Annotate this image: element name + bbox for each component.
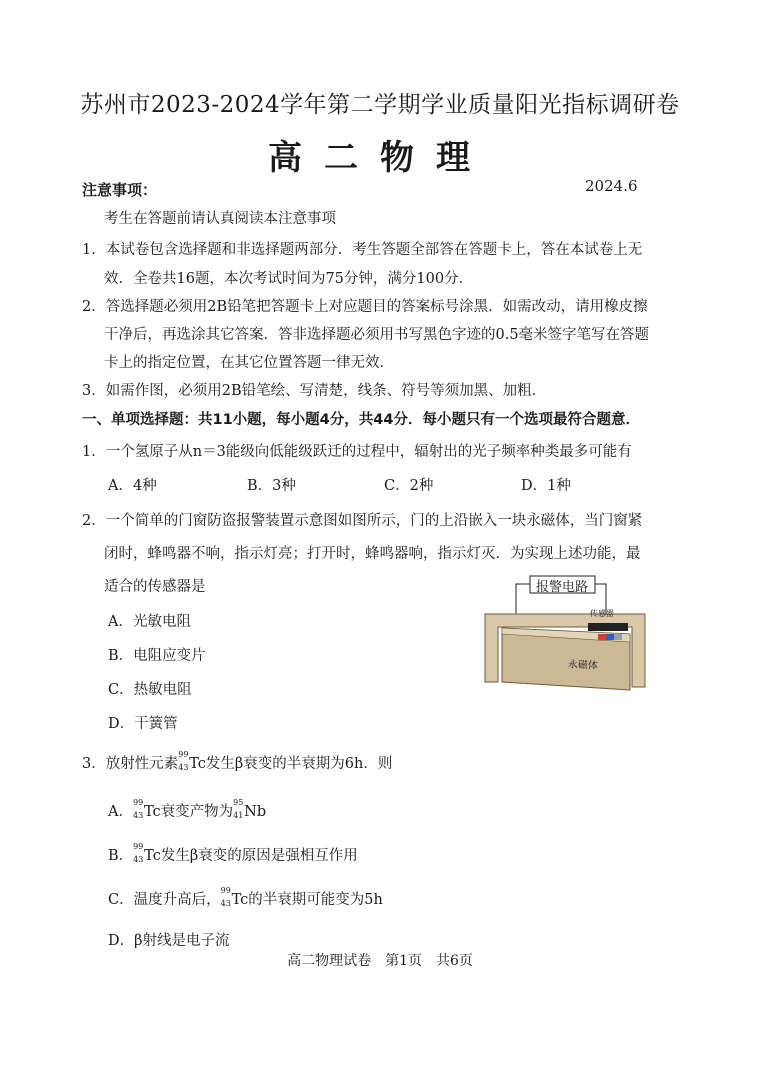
q2-option-a: A．光敏电阻 <box>108 614 191 630</box>
nuclide-tc <box>178 750 206 772</box>
notice-line: 卡上的指定位置，在其它位置答题一律无效． <box>104 355 394 371</box>
mass-number: 95 <box>233 798 244 807</box>
option-text: 的半衰期可能变为5h <box>248 892 383 908</box>
atomic-number: 43 <box>220 899 231 908</box>
q3-option-b <box>108 844 358 865</box>
option-text: 衰变产物为 <box>160 804 234 820</box>
element-symbol: Tc <box>144 848 161 864</box>
atomic-number: 43 <box>178 763 189 772</box>
nuclide-nb <box>233 798 267 820</box>
q2-stem-line: 2．一个简单的门窗防盗报警装置示意图如图所示，门的上沿嵌入一块永磁体，当门窗紧 <box>82 513 643 529</box>
element-symbol: Tc <box>231 892 249 908</box>
q3-stem-prefix: 3．放射性元素 <box>82 756 179 772</box>
exam-title: 苏州市2023-2024学年第二学期学业质量阳光指标调研卷 <box>80 92 680 118</box>
exam-date: 2024.6 <box>585 177 638 195</box>
atomic-number: 43 <box>133 855 144 864</box>
mass-number: 99 <box>132 798 144 807</box>
notice-line: 3．如需作图，必须用2B铅笔绘、写清楚，线条、符号等须加黑、加粗． <box>82 383 547 399</box>
exam-subtitle: 高二物理 <box>268 138 492 178</box>
mass-number: 99 <box>220 886 231 895</box>
sensor-label: 传感器 <box>590 609 614 618</box>
notice-line: 效．全卷共16题，本次考试时间为75分钟，满分100分． <box>104 271 474 287</box>
q1-option-a: A．4种 <box>108 478 157 494</box>
q3-option-c <box>108 888 383 909</box>
nuclide-tc <box>133 842 161 864</box>
q2-option-c: C．热敏电阻 <box>108 682 192 698</box>
q3-stem <box>82 752 392 773</box>
alarm-circuit-label: 报警电路 <box>536 580 589 595</box>
q1-option-d: D．1种 <box>521 478 571 494</box>
notice-line: 2．答选择题必须用2B铅笔把答题卡上对应题目的答案标号涂黑．如需改动，请用橡皮擦 <box>82 299 648 315</box>
mass-number: 99 <box>133 842 144 851</box>
q1-option-b: B．3种 <box>247 478 296 494</box>
atomic-number: 41 <box>233 811 244 820</box>
notice-line: 1．本试卷包含选择题和非选择题两部分．考生答题全部答在答题卡上，答在本试卷上无 <box>82 242 643 258</box>
notice-line: 干净后，再选涂其它答案．答非选择题必须用书写黑色字迹的0.5毫米签字笔写在答题 <box>104 327 650 343</box>
q2-stem-line: 适合的传感器是 <box>104 579 206 595</box>
option-text: C．温度升高后， <box>108 892 221 908</box>
nuclide-tc <box>220 886 249 908</box>
q2-option-d: D．干簧管 <box>108 716 178 732</box>
mass-number: 99 <box>178 750 189 759</box>
q2-option-b: B．电阻应变片 <box>108 648 206 664</box>
notice-heading: 注意事项： <box>82 181 158 199</box>
option-letter: B． <box>108 848 134 864</box>
nuclide-tc <box>132 798 161 820</box>
q2-stem-line: 闭时，蜂鸣器不响，指示灯亮；打开时，蜂鸣器响，指示灯灭．为实现上述功能，最 <box>104 546 641 562</box>
q3-stem-suffix: 发生β衰变的半衰期为6h．则 <box>205 756 393 772</box>
element-symbol: Tc <box>143 804 161 820</box>
alarm-figure <box>480 572 650 702</box>
element-symbol: Tc <box>189 756 206 772</box>
q1-option-c: C．2种 <box>384 478 434 494</box>
element-symbol: Nb <box>244 804 267 820</box>
option-letter: A． <box>108 804 133 820</box>
notice-intro: 考生在答题前请认真阅读本注意事项 <box>104 211 336 227</box>
page-footer: 高二物理试卷 第1页 共6页 <box>287 953 473 969</box>
q1-stem: 1．一个氢原子从n＝3能级向低能级跃迁的过程中，辐射出的光子频率种类最多可能有 <box>82 444 632 460</box>
section-heading: 一、单项选择题：共11小题，每小题4分，共44分．每小题只有一个选项最符合题意． <box>82 412 640 428</box>
q3-option-a <box>108 800 266 821</box>
option-text: 发生β衰变的原因是强相互作用 <box>160 848 358 864</box>
q3-option-d: D．β射线是电子流 <box>108 933 230 949</box>
magnet-label: 永磁体 <box>567 659 599 672</box>
atomic-number: 43 <box>132 811 144 820</box>
